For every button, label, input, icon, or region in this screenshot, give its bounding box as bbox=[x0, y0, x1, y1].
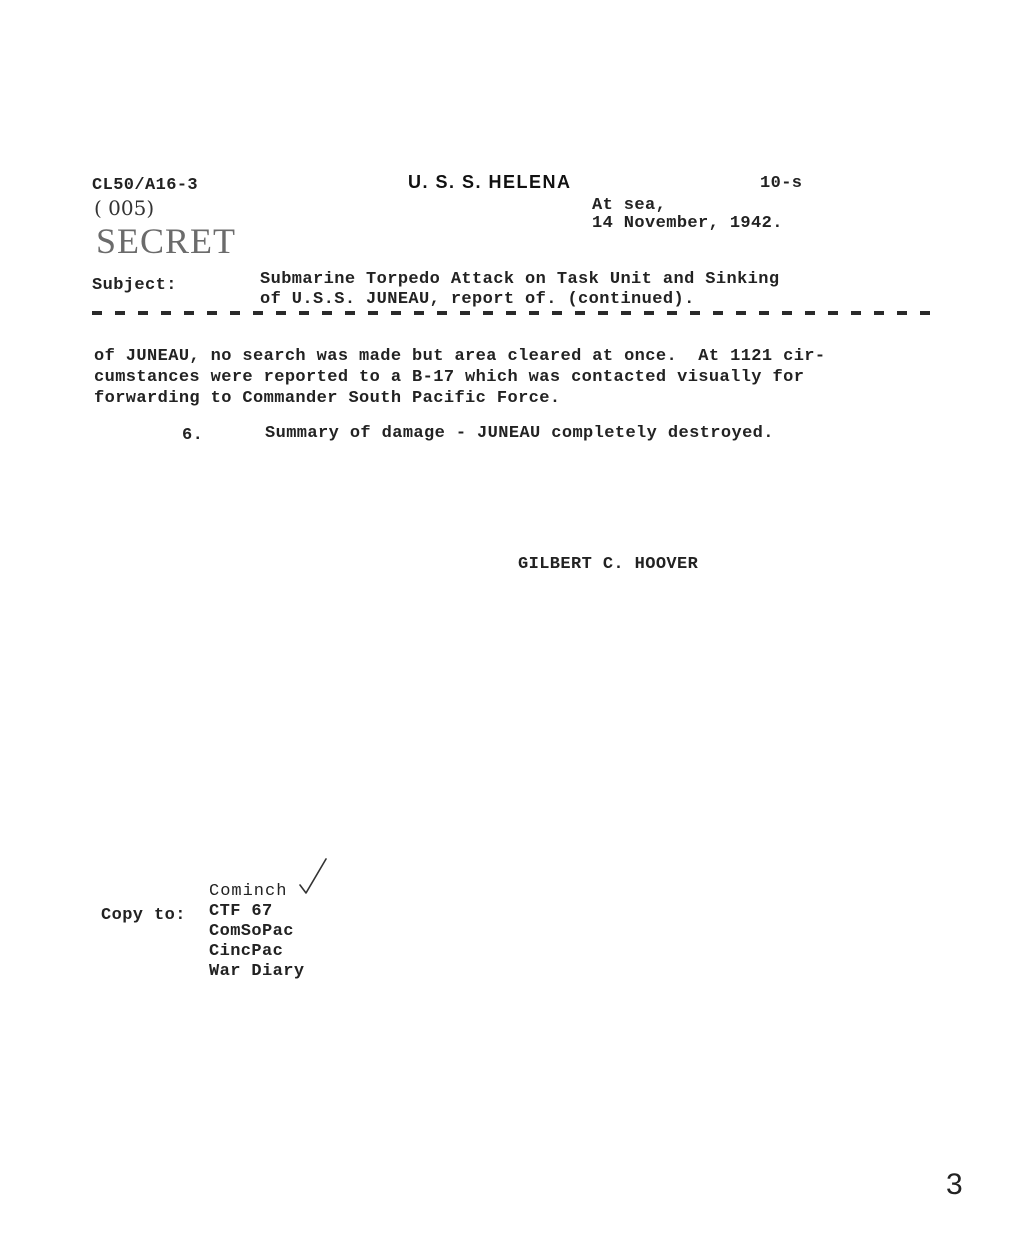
location: At sea, bbox=[592, 196, 667, 215]
body-line-1: of JUNEAU, no search was made but area cleared at once. At 1121 cir- bbox=[94, 347, 826, 366]
serial-number: ( 005) bbox=[94, 196, 155, 220]
subject-label: Subject: bbox=[92, 276, 177, 295]
page-number: 3 bbox=[946, 1168, 963, 1201]
page-code: 10-s bbox=[760, 174, 803, 193]
checkmark-icon bbox=[298, 857, 328, 897]
item-text: Summary of damage - JUNEAU completely destroyed. bbox=[265, 424, 774, 443]
subject-line-1: Submarine Torpedo Attack on Task Unit and Sinking bbox=[260, 270, 780, 289]
recipient-ctf67: CTF 67 bbox=[209, 902, 273, 921]
file-number: CL50/A16-3 bbox=[92, 176, 199, 195]
separator-line bbox=[92, 311, 932, 315]
recipient-comsopac: ComSoPac bbox=[209, 922, 294, 941]
recipient-cominch: Cominch bbox=[209, 882, 288, 901]
recipient-war-diary: War Diary bbox=[209, 962, 305, 981]
recipient-cincpac: CincPac bbox=[209, 942, 284, 961]
ship-name: U. S. S. HELENA bbox=[408, 172, 572, 192]
body-line-2: cumstances were reported to a B-17 which was contacted visually for bbox=[94, 368, 805, 387]
item-number: 6. bbox=[182, 426, 204, 445]
copy-recipient-list bbox=[209, 882, 305, 982]
date: 14 November, 1942. bbox=[592, 214, 783, 233]
secret-stamp: SECRET bbox=[96, 221, 237, 261]
copy-to-label: Copy to: bbox=[101, 906, 186, 925]
subject-line-2: of U.S.S. JUNEAU, report of. (continued). bbox=[260, 290, 695, 309]
signature-name: GILBERT C. HOOVER bbox=[518, 555, 699, 574]
body-line-3: forwarding to Commander South Pacific Force. bbox=[94, 389, 561, 408]
